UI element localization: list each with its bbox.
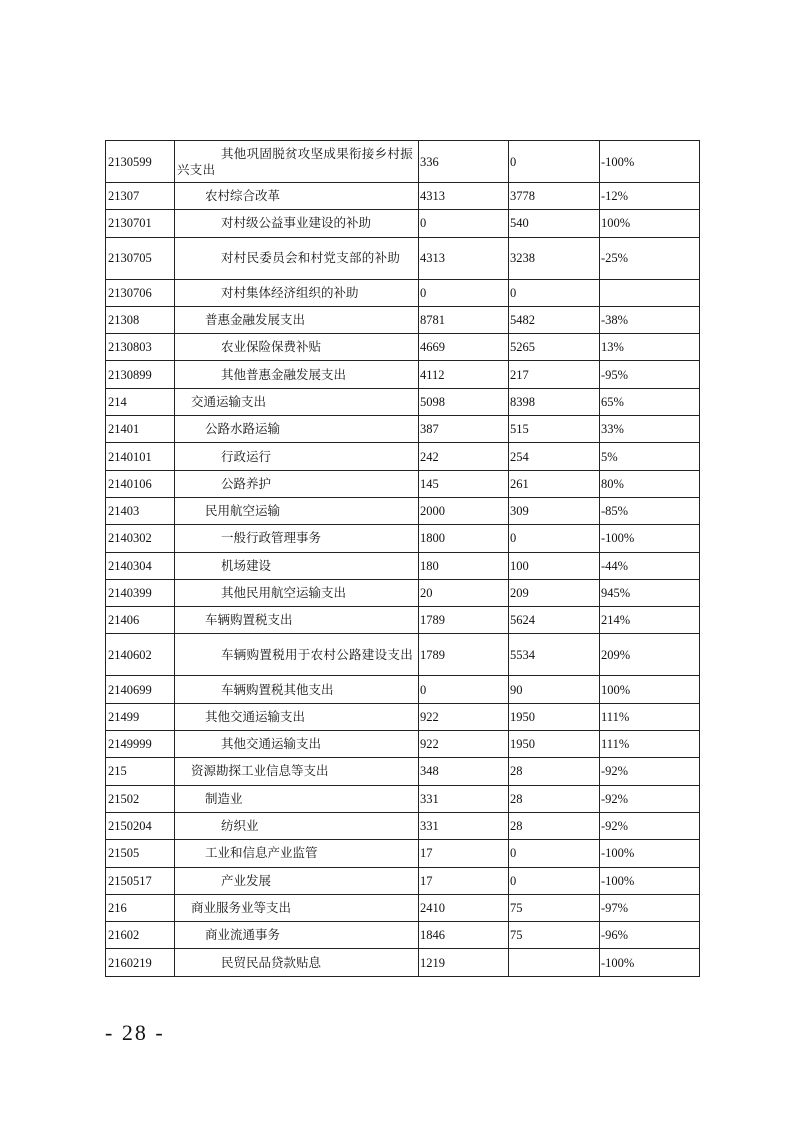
item-name-cell — [175, 758, 419, 785]
prev-year-cell: 4313 — [419, 183, 509, 210]
item-name-text: 其他交通运输支出 — [205, 708, 306, 724]
prev-year-cell: 242 — [419, 443, 509, 470]
prev-year-cell: 922 — [419, 731, 509, 758]
item-code-cell: 2130599 — [106, 141, 175, 183]
item-name-text: 其他普惠金融发展支出 — [221, 366, 347, 382]
table-body — [106, 141, 700, 977]
curr-year-cell: 5534 — [509, 634, 600, 676]
curr-year-cell: 261 — [509, 470, 600, 497]
item-code-cell: 216 — [106, 894, 175, 921]
page-number: - 28 - — [105, 1020, 165, 1045]
prev-year-cell: 4313 — [419, 237, 509, 279]
item-name-cell — [175, 812, 419, 839]
prev-year-cell: 1219 — [419, 949, 509, 976]
curr-year-cell: 100 — [509, 552, 600, 579]
change-rate-cell: 100% — [600, 210, 700, 237]
change-rate-cell: 214% — [600, 607, 700, 634]
change-rate-cell: -100% — [600, 840, 700, 867]
prev-year-cell: 8781 — [419, 306, 509, 333]
prev-year-cell: 2410 — [419, 894, 509, 921]
table-row — [106, 840, 700, 867]
table-row — [106, 579, 700, 606]
change-rate-cell — [600, 279, 700, 306]
table-row — [106, 676, 700, 703]
item-code-cell: 21499 — [106, 703, 175, 730]
item-name-text: 车辆购置税其他支出 — [221, 681, 334, 697]
item-name-text: 普惠金融发展支出 — [205, 312, 306, 328]
item-name-text: 其他交通运输支出 — [221, 736, 322, 752]
item-name-text: 商业服务业等支出 — [191, 899, 292, 915]
change-rate-cell: 945% — [600, 579, 700, 606]
item-code-cell: 2149999 — [106, 731, 175, 758]
item-name-cell — [175, 731, 419, 758]
prev-year-cell: 145 — [419, 470, 509, 497]
item-name-text: 其他巩固脱贫攻坚成果衔接乡村振兴支出 — [177, 145, 414, 177]
curr-year-cell: 5482 — [509, 306, 600, 333]
table-row — [106, 210, 700, 237]
change-rate-cell: -12% — [600, 183, 700, 210]
item-code-cell: 2140699 — [106, 676, 175, 703]
curr-year-cell: 90 — [509, 676, 600, 703]
item-name-cell — [175, 840, 419, 867]
table-row — [106, 416, 700, 443]
item-name-text: 车辆购置税用于农村公路建设支出 — [221, 646, 414, 662]
curr-year-cell: 0 — [509, 279, 600, 306]
prev-year-cell: 5098 — [419, 388, 509, 415]
item-name-text: 对村级公益事业建设的补助 — [221, 215, 372, 231]
item-name-text: 公路养护 — [221, 475, 272, 491]
item-code-cell: 2130899 — [106, 361, 175, 388]
table-row — [106, 388, 700, 415]
change-rate-cell: -25% — [600, 237, 700, 279]
item-code-cell: 2140304 — [106, 552, 175, 579]
curr-year-cell: 0 — [509, 867, 600, 894]
curr-year-cell: 75 — [509, 894, 600, 921]
prev-year-cell: 1789 — [419, 607, 509, 634]
curr-year-cell: 3238 — [509, 237, 600, 279]
prev-year-cell: 0 — [419, 676, 509, 703]
change-rate-cell: -100% — [600, 949, 700, 976]
item-code-cell: 21502 — [106, 785, 175, 812]
item-name-cell — [175, 703, 419, 730]
curr-year-cell: 28 — [509, 785, 600, 812]
item-code-cell: 21505 — [106, 840, 175, 867]
item-name-text: 一般行政管理事务 — [221, 530, 322, 546]
table-row — [106, 785, 700, 812]
item-code-cell: 215 — [106, 758, 175, 785]
item-name-cell — [175, 470, 419, 497]
change-rate-cell: 100% — [600, 676, 700, 703]
item-code-cell: 2140399 — [106, 579, 175, 606]
table-row — [106, 334, 700, 361]
table-row — [106, 497, 700, 524]
table-row — [106, 731, 700, 758]
item-code-cell: 21602 — [106, 922, 175, 949]
table-row — [106, 525, 700, 552]
item-name-text: 公路水路运输 — [205, 421, 281, 437]
item-name-cell — [175, 334, 419, 361]
item-name-text: 行政运行 — [221, 448, 272, 464]
item-name-cell — [175, 525, 419, 552]
item-code-cell: 21307 — [106, 183, 175, 210]
prev-year-cell: 2000 — [419, 497, 509, 524]
curr-year-cell: 1950 — [509, 731, 600, 758]
item-name-text: 纺织业 — [221, 818, 259, 834]
item-name-cell — [175, 279, 419, 306]
item-name-cell — [175, 922, 419, 949]
prev-year-cell: 4112 — [419, 361, 509, 388]
budget-table — [105, 140, 700, 977]
item-code-cell: 21401 — [106, 416, 175, 443]
item-code-cell: 2140302 — [106, 525, 175, 552]
curr-year-cell: 1950 — [509, 703, 600, 730]
change-rate-cell: -44% — [600, 552, 700, 579]
curr-year-cell — [509, 949, 600, 976]
item-code-cell: 21308 — [106, 306, 175, 333]
prev-year-cell: 20 — [419, 579, 509, 606]
curr-year-cell: 75 — [509, 922, 600, 949]
table-row — [106, 949, 700, 976]
item-name-text: 对村民委员会和村党支部的补助 — [221, 250, 401, 266]
prev-year-cell: 1800 — [419, 525, 509, 552]
item-code-cell: 2130706 — [106, 279, 175, 306]
change-rate-cell: 111% — [600, 731, 700, 758]
item-name-text: 农业保险保费补贴 — [221, 339, 322, 355]
item-name-text: 制造业 — [205, 790, 243, 806]
table-row — [106, 867, 700, 894]
prev-year-cell: 331 — [419, 785, 509, 812]
prev-year-cell: 17 — [419, 867, 509, 894]
item-name-cell — [175, 361, 419, 388]
table-row — [106, 306, 700, 333]
table-row — [106, 758, 700, 785]
item-name-cell — [175, 183, 419, 210]
item-name-text: 民用航空运输 — [205, 503, 281, 519]
table-row — [106, 552, 700, 579]
curr-year-cell: 515 — [509, 416, 600, 443]
curr-year-cell: 309 — [509, 497, 600, 524]
prev-year-cell: 348 — [419, 758, 509, 785]
change-rate-cell: -100% — [600, 141, 700, 183]
prev-year-cell: 180 — [419, 552, 509, 579]
item-code-cell: 2140106 — [106, 470, 175, 497]
item-name-cell — [175, 552, 419, 579]
item-name-cell — [175, 607, 419, 634]
item-name-text: 资源勘探工业信息等支出 — [191, 763, 329, 779]
prev-year-cell: 0 — [419, 279, 509, 306]
curr-year-cell: 0 — [509, 141, 600, 183]
curr-year-cell: 28 — [509, 812, 600, 839]
table-row — [106, 812, 700, 839]
item-name-cell — [175, 306, 419, 333]
change-rate-cell: 209% — [600, 634, 700, 676]
prev-year-cell: 331 — [419, 812, 509, 839]
change-rate-cell: -38% — [600, 306, 700, 333]
change-rate-cell: -95% — [600, 361, 700, 388]
table-row — [106, 607, 700, 634]
change-rate-cell: -100% — [600, 525, 700, 552]
change-rate-cell: -96% — [600, 922, 700, 949]
curr-year-cell: 5624 — [509, 607, 600, 634]
item-code-cell: 2160219 — [106, 949, 175, 976]
item-code-cell: 2150204 — [106, 812, 175, 839]
item-name-text: 对村集体经济组织的补助 — [221, 284, 359, 300]
change-rate-cell: -85% — [600, 497, 700, 524]
table-row — [106, 237, 700, 279]
item-name-cell — [175, 210, 419, 237]
item-name-cell — [175, 237, 419, 279]
table-row — [106, 634, 700, 676]
change-rate-cell: 5% — [600, 443, 700, 470]
item-name-cell — [175, 388, 419, 415]
curr-year-cell: 3778 — [509, 183, 600, 210]
table-row — [106, 703, 700, 730]
prev-year-cell: 387 — [419, 416, 509, 443]
item-name-cell — [175, 676, 419, 703]
change-rate-cell: -92% — [600, 758, 700, 785]
prev-year-cell: 17 — [419, 840, 509, 867]
change-rate-cell: 80% — [600, 470, 700, 497]
item-name-text: 民贸民品贷款贴息 — [221, 954, 322, 970]
table-row — [106, 470, 700, 497]
curr-year-cell: 0 — [509, 525, 600, 552]
curr-year-cell: 5265 — [509, 334, 600, 361]
item-name-cell — [175, 443, 419, 470]
table-row — [106, 279, 700, 306]
curr-year-cell: 8398 — [509, 388, 600, 415]
table-row — [106, 183, 700, 210]
prev-year-cell: 1789 — [419, 634, 509, 676]
item-code-cell: 21403 — [106, 497, 175, 524]
item-name-cell — [175, 579, 419, 606]
prev-year-cell: 1846 — [419, 922, 509, 949]
change-rate-cell: 111% — [600, 703, 700, 730]
change-rate-cell: -92% — [600, 785, 700, 812]
item-name-text: 产业发展 — [221, 872, 272, 888]
item-name-cell — [175, 785, 419, 812]
item-name-text: 其他民用航空运输支出 — [221, 585, 347, 600]
item-name-cell — [175, 497, 419, 524]
item-name-cell — [175, 141, 419, 183]
curr-year-cell: 254 — [509, 443, 600, 470]
item-name-cell — [175, 867, 419, 894]
item-name-cell — [175, 949, 419, 976]
change-rate-cell: -92% — [600, 812, 700, 839]
change-rate-cell: -97% — [600, 894, 700, 921]
prev-year-cell: 4669 — [419, 334, 509, 361]
change-rate-cell: 13% — [600, 334, 700, 361]
curr-year-cell: 28 — [509, 758, 600, 785]
item-name-text: 工业和信息产业监管 — [205, 845, 318, 861]
curr-year-cell: 217 — [509, 361, 600, 388]
item-code-cell: 2130701 — [106, 210, 175, 237]
prev-year-cell: 336 — [419, 141, 509, 183]
table-row — [106, 894, 700, 921]
table-row — [106, 443, 700, 470]
item-code-cell: 2140602 — [106, 634, 175, 676]
curr-year-cell: 0 — [509, 840, 600, 867]
item-name-text: 机场建设 — [221, 557, 272, 573]
table-row — [106, 141, 700, 183]
change-rate-cell: 65% — [600, 388, 700, 415]
prev-year-cell: 922 — [419, 703, 509, 730]
item-name-cell — [175, 416, 419, 443]
item-name-text: 车辆购置税支出 — [205, 612, 293, 628]
item-name-text: 交通运输支出 — [191, 393, 267, 409]
prev-year-cell: 0 — [419, 210, 509, 237]
item-code-cell: 2150517 — [106, 867, 175, 894]
change-rate-cell: -100% — [600, 867, 700, 894]
item-code-cell: 214 — [106, 388, 175, 415]
curr-year-cell: 209 — [509, 579, 600, 606]
item-name-text: 农村综合改革 — [205, 188, 281, 204]
item-name-cell — [175, 634, 419, 676]
table-row — [106, 922, 700, 949]
item-code-cell: 2140101 — [106, 443, 175, 470]
item-code-cell: 2130803 — [106, 334, 175, 361]
item-code-cell: 21406 — [106, 607, 175, 634]
item-name-cell — [175, 894, 419, 921]
table-row — [106, 361, 700, 388]
change-rate-cell: 33% — [600, 416, 700, 443]
item-name-text: 商业流通事务 — [205, 927, 281, 943]
curr-year-cell: 540 — [509, 210, 600, 237]
item-code-cell: 2130705 — [106, 237, 175, 279]
